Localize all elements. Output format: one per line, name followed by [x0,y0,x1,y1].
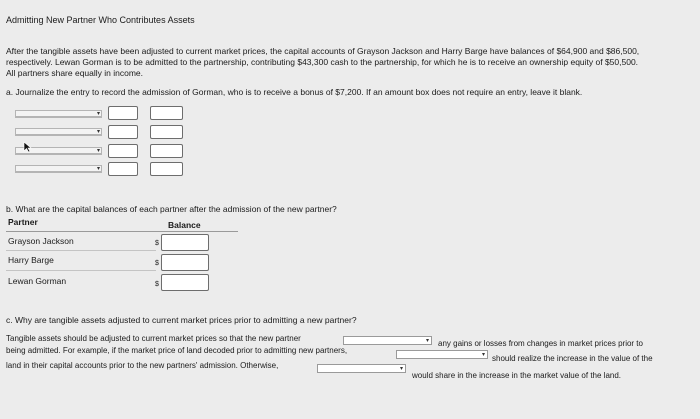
page-title: Admitting New Partner Who Contributes Assets [6,15,195,25]
part-c-line-2b: should realize the increase in the value of the [492,354,653,363]
credit-input-row-1[interactable] [150,106,183,120]
balance-column-header: Balance [168,220,201,230]
part-c-dropdown-2[interactable] [396,350,488,359]
chevron-down-icon: ▾ [96,148,100,154]
debit-input-row-2[interactable] [108,125,138,139]
intro-line-1: After the tangible assets have been adjusted to current market prices, the capital accounts of Grayson Jackson and Harry Barge have balances of $64,900 and $86,500, [6,46,640,56]
part-c-line-2a: being admitted. For example, if the market price of land decoded prior to admitting new partners, [6,346,348,355]
currency-symbol: $ [155,240,159,247]
account-select-row-1[interactable] [15,110,102,118]
part-c-line-1a: Tangible assets should be adjusted to current market prices so that the new partner [6,334,301,343]
partner-name: Harry Barge [8,255,54,265]
part-c-prompt: c. Why are tangible assets adjusted to current market prices prior to admitting a new partner? [6,315,357,325]
mouse-pointer-icon [23,141,32,153]
credit-input-row-2[interactable] [150,125,183,139]
debit-input-row-4[interactable] [108,162,138,176]
part-c-line-1b: any gains or losses from changes in market prices prior to [438,339,643,348]
credit-input-row-3[interactable] [150,144,183,158]
partner-name: Lewan Gorman [8,276,67,286]
chevron-down-icon: ▾ [96,166,100,172]
debit-input-row-1[interactable] [108,106,138,120]
intro-line-3: All partners share equally in income. [6,68,144,78]
part-c-dropdown-3[interactable] [317,364,406,373]
chevron-down-icon: ▾ [96,111,100,117]
account-select-row-4[interactable] [15,165,102,173]
intro-line-2: respectively. Lewan Gorman is to be admitted to the partnership, contributing $43,300 cash to the partnership, for which he is to receive an ownership equity of $50,500. [6,57,639,67]
chevron-down-icon: ▾ [96,129,100,135]
balance-input-jackson[interactable] [161,234,209,251]
header-divider [6,231,238,232]
currency-symbol: $ [155,260,159,267]
balance-input-barge[interactable] [161,254,209,271]
part-c-dropdown-1[interactable] [343,336,432,345]
credit-input-row-4[interactable] [150,162,183,176]
balance-input-gorman[interactable] [161,274,209,291]
partner-name: Grayson Jackson [8,236,74,246]
partner-column-header: Partner [8,217,38,227]
row-divider [6,250,156,251]
chevron-down-icon: ▾ [425,338,429,344]
part-b-prompt: b. What are the capital balances of each partner after the admission of the new partner? [6,204,337,214]
row-divider [6,270,156,271]
part-c-line-3b: would share in the increase in the market value of the land. [412,371,622,380]
debit-input-row-3[interactable] [108,144,138,158]
part-c-line-3a: land in their capital accounts prior to the new partners' admission. Otherwise, [6,361,279,370]
account-select-row-2[interactable] [15,128,102,136]
part-a-prompt: a. Journalize the entry to record the admission of Gorman, who is to receive a bonus of $7,200. If an amount box does not require an entry, leave it blank. [6,87,583,97]
currency-symbol: $ [155,281,159,288]
chevron-down-icon: ▾ [481,352,485,358]
chevron-down-icon: ▾ [399,366,403,372]
